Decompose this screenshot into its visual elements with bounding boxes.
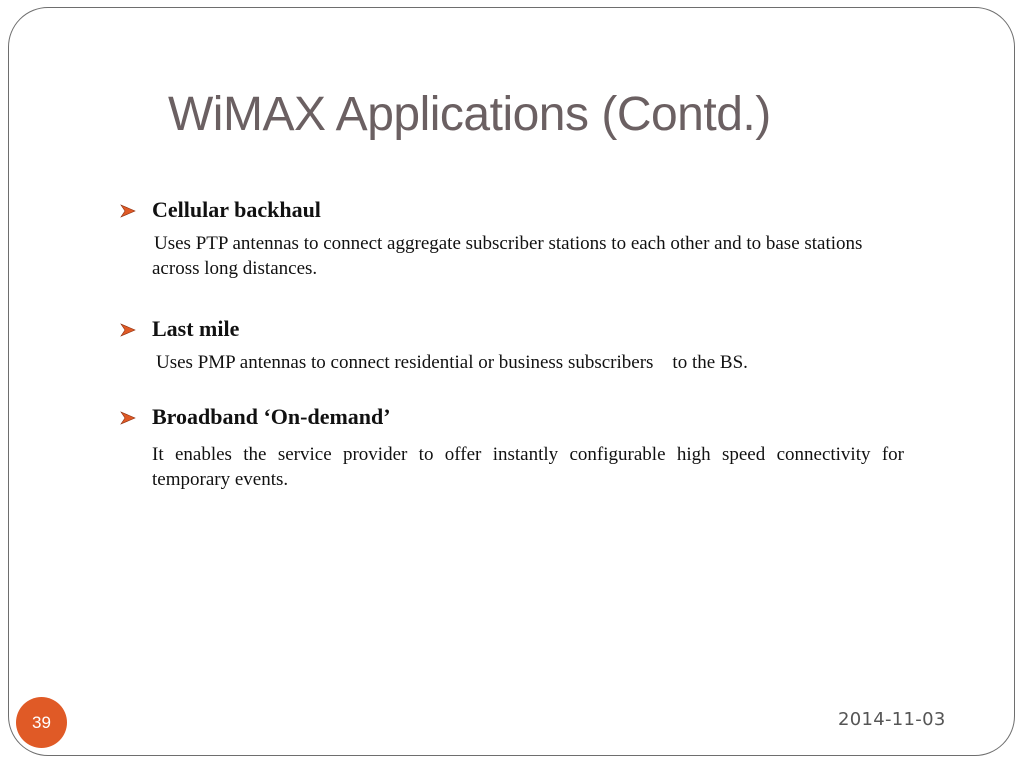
- bullet-heading: Cellular backhaul: [152, 197, 321, 222]
- bullet-description: Uses PTP antennas to connect aggregate subscriber stations to each other and to base stations across long distances.: [152, 232, 863, 279]
- bullet-item-broadband-on-demand: [120, 403, 904, 492]
- slide-number-badge: 39: [16, 697, 67, 748]
- arrow-right-bullet-icon: [120, 322, 152, 336]
- bullet-heading: Broadband ‘On-demand’: [152, 404, 391, 430]
- bullet-heading: Last mile: [152, 315, 240, 341]
- bullet-description: Uses PMP antennas to connect residential or business subscribers to the BS.: [156, 352, 748, 374]
- slide-date: 2014-11-03: [838, 709, 946, 730]
- bullet-item-last-mile: [120, 315, 904, 376]
- arrow-right-bullet-icon: [120, 203, 152, 217]
- bullet-item-cellular-backhaul: [120, 196, 904, 281]
- slide-title: WiMAX Applications (Contd.): [168, 88, 771, 141]
- arrow-right-bullet-icon: [120, 410, 152, 424]
- bullet-description: It enables the service provider to offer instantly configurable high speed connectivity for temporary events.: [152, 443, 904, 490]
- bullet-list: [120, 196, 904, 492]
